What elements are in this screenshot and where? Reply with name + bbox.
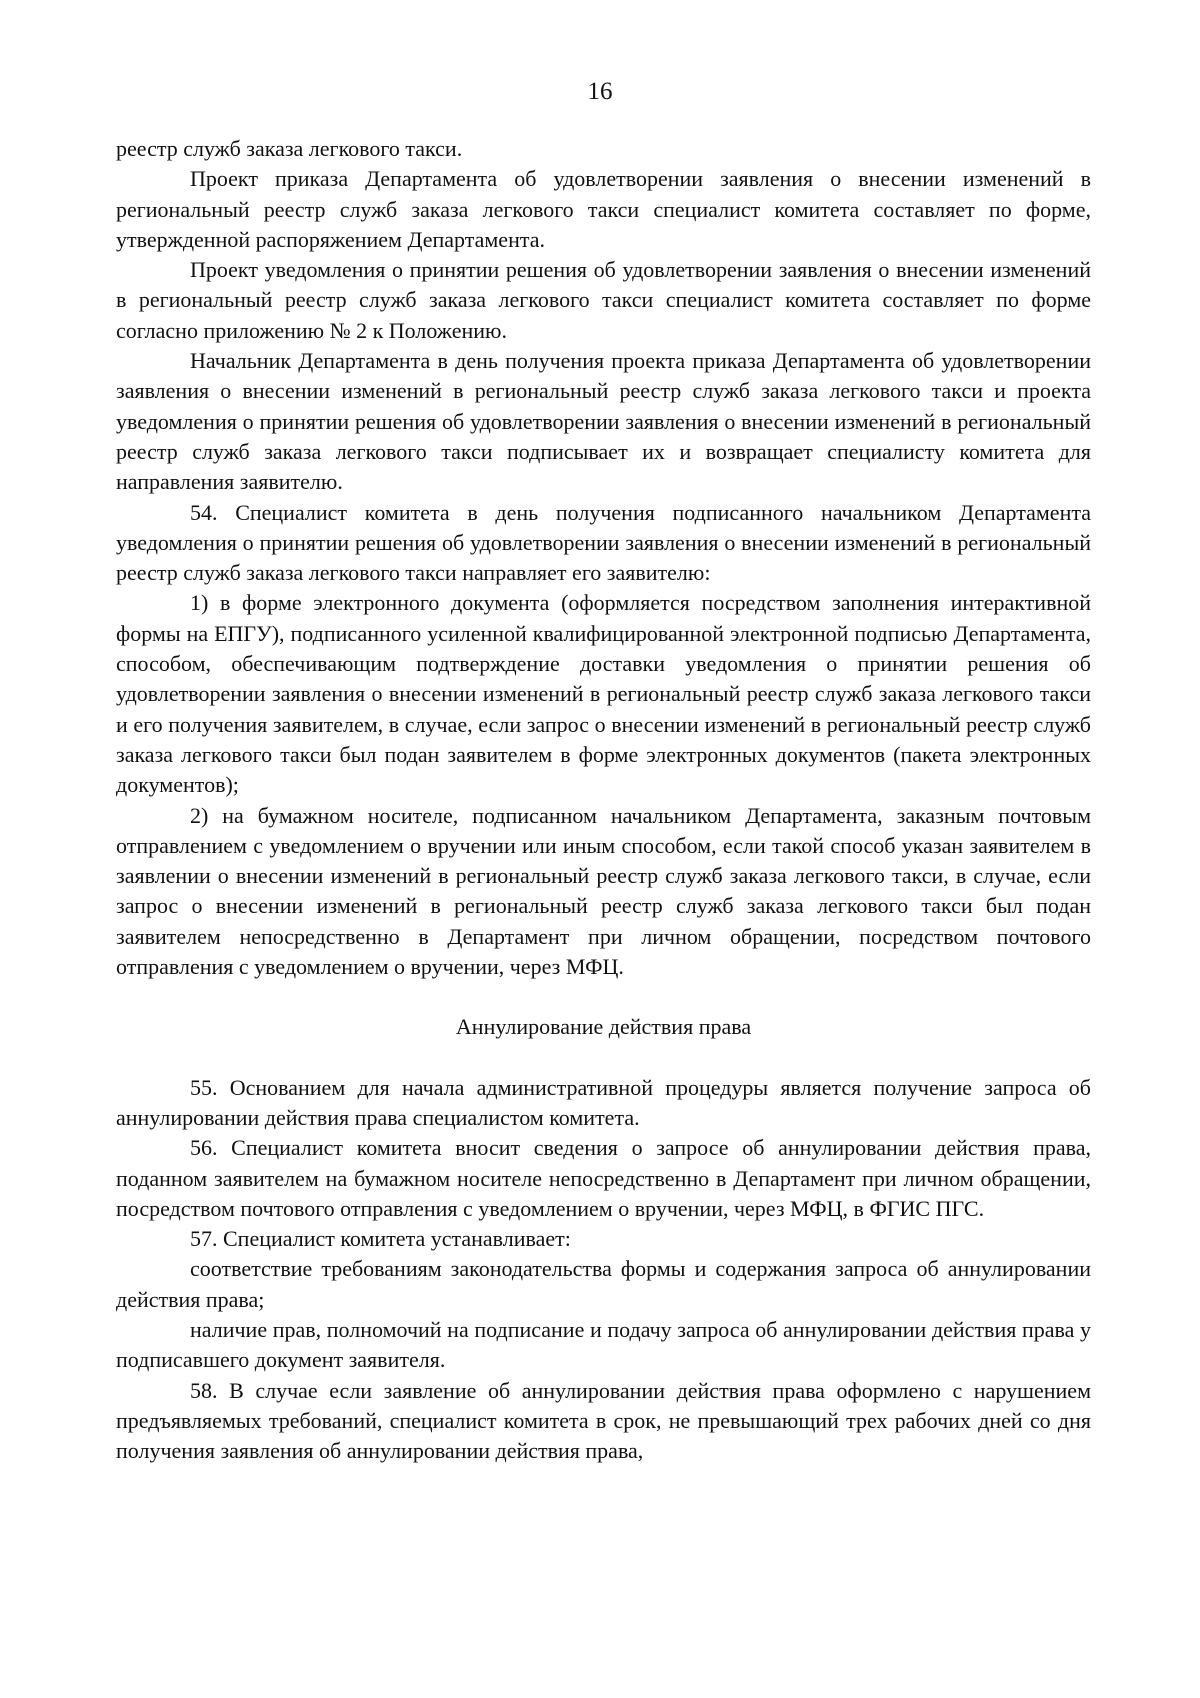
paragraph-clause-58: 58. В случае если заявление об аннулировании действия права оформлено с нарушением предъявляемых требований, специалист комитета в срок, не превышающий трех рабочих дней со дня получения заявления об аннулировании действия права, bbox=[116, 1377, 1091, 1464]
paragraph: соответствие требованиям законодательства формы и содержания запроса об аннулировании действия права; bbox=[116, 1256, 1091, 1312]
paragraph: Проект уведомления о принятии решения об удовлетворении заявления о внесении изменений в региональный реестр служб заказа легкового такси специалист комитета составляет по форме согласно приложению № 2 к Положению. bbox=[116, 257, 1091, 343]
section-heading: Аннулирование действия права bbox=[455, 1014, 752, 1040]
paragraph: Проект приказа Департамента об удовлетворении заявления о внесении изменений в региональный реестр служб заказа легкового такси специалист комитета составляет по форме, утвержденной распоряжением Департамента. bbox=[116, 166, 1091, 252]
paragraph: наличие прав, полномочий на подписание и подачу запроса об аннулировании действия права у подписавшего документ заявителя. bbox=[116, 1316, 1091, 1373]
page-number: 16 bbox=[587, 78, 613, 105]
paragraph-continuation: реестр служб заказа легкового такси. bbox=[116, 136, 463, 161]
paragraph-clause-56: 56. Специалист комитета вносит сведения о запросе об аннулировании действия права, поданном заявителем на бумажном носителе непосредственно в Департамент при личном обращении, посредством почтового отправления с уведомлением о вручении, через МФЦ, в ФГИС ПГС. bbox=[116, 1135, 1091, 1221]
paragraph-clause-54: 54. Специалист комитета в день получения подписанного начальником Департамента уведомления о принятии решения об удовлетворении заявления о внесении изменений в региональный реестр служб заказа легкового такси направляет его заявителю: bbox=[116, 499, 1091, 586]
paragraph-clause-57: 57. Специалист комитета устанавливает: bbox=[190, 1226, 571, 1252]
paragraph: Начальник Департамента в день получения проекта приказа Департамента об удовлетворении заявления о внесении изменений в региональный реестр служб заказа легкового такси и проекта уведомления о принятии решения об удовлетворении заявления о внесении изменений в региональный реестр служб заказа легкового такси подписывает их и возвращает специалисту комитета для направления заявителю. bbox=[116, 348, 1091, 495]
paragraph-subclause-2: 2) на бумажном носителе, подписанном начальником Департамента, заказным почтовым отправлением с уведомлением о вручении или иным способом, если такой способ указан заявителем в заявлении о внесении изменений в региональный реестр служб заказа легкового такси, в случае, если запрос о внесении изменений в региональный реестр служб заказа легкового такси был подан заявителем непосредственно в Департамент при личном обращении, посредством почтового отправления с уведомлением о вручении, через МФЦ. bbox=[116, 802, 1091, 980]
paragraph-clause-55: 55. Основанием для начала административной процедуры является получение запроса об аннулировании действия права специалистом комитета. bbox=[116, 1074, 1091, 1130]
paragraph-subclause-1: 1) в форме электронного документа (оформляется посредством заполнения интерактивной формы на ЕПГУ), подписанного усиленной квалифицированной электронной подписью Департамента, способом, обеспечивающим подтверждение доставки уведомления о принятии решения об удовлетворении заявления о внесении изменений в региональный реестр служб заказа легкового такси и его получения заявителем, в случае, если запрос о внесении изменений в региональный реестр служб заказа легкового такси был подан заявителем в форме электронных документов (пакета электронных документов); bbox=[116, 590, 1091, 798]
document-body bbox=[116, 134, 1091, 1466]
